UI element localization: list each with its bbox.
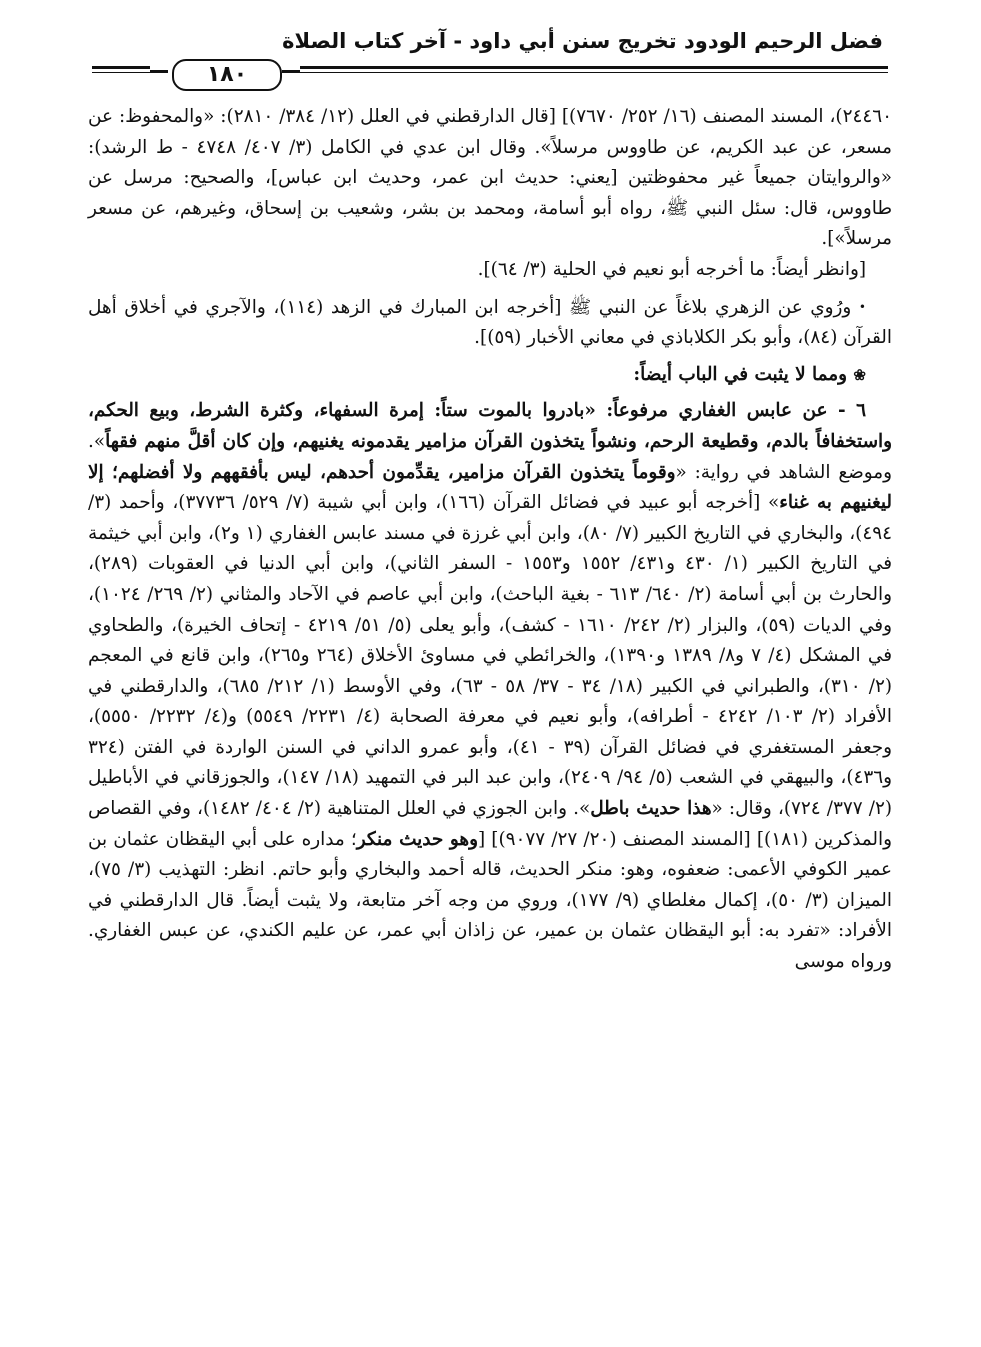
paragraph-see-also: [وانظر أيضاً: ما أخرجه أبو نعيم في الحلية (٣/ ٦٤)]. <box>477 258 866 280</box>
author-verdict: وهو حديث منكر <box>356 828 479 850</box>
section-heading-not-established <box>88 360 892 391</box>
hadith-variant-intro: ». وموضع الشاهد في رواية: « <box>88 430 892 483</box>
section-heading-text: ومما لا يثبت في الباب أيضاً: <box>633 363 848 385</box>
paragraph-hadith-6 <box>88 396 892 977</box>
page-number-badge <box>150 57 300 91</box>
paragraph-takhrij-continuation: ٢٤٤٦٠)، المسند المصنف (١٦/ ٢٥٢/ ٧٦٧٠)] [قال الدارقطني في العلل (١٢/ ٣٨٤/ ٢٨١٠): «والمحفوظ: عن مسعر، عن عبد الكريم، عن طاووس مرسلاً». وقال ابن عدي في الكامل (٣/ ٤٠٧/ ٤٧٤٨ - ط الرشد): «والروايتان جميعاً غير محفوظتين [يعني: حديث ابن عمر، وحديث ابن عباس]، والصحيح: مرسل عن طاووس، قال: سئل النبي ﷺ، رواه أبو أسامة، ومحمد بن بشر، وشعيب بن إسحاق، وغيرهم، عن مسعر مرسلاً»]. <box>88 106 893 250</box>
hadith-matn: بادروا بالموت ستاً: إمرة السفهاء، وكثرة الشرط، وبيع الحكم، واستخفافاً بالدم، وقطيعة الرحم، ونشواً يتخذون القرآن مزامير يقدمونه يغنيهم، وإن كان أقلَّ منهم فقهاً <box>88 400 892 452</box>
hadith-number-intro: ٦ - عن عابس الغفاري مرفوعاً: « <box>584 400 866 422</box>
jawzaqani-verdict: هذا حديث باطل <box>590 798 712 820</box>
flower-ornament-icon: ❀ <box>853 365 866 384</box>
page-number: ١٨٠ <box>206 62 248 87</box>
paragraph-zuhri-mursal <box>88 292 892 354</box>
page-body-text <box>88 102 892 978</box>
running-head-title: فضل الرحيم الودود تخريج سنن أبي داود - آخر كتاب الصلاة <box>282 29 883 53</box>
hadith-variant-text: وقوماً يتخذون القرآن مزامير، يقدِّمون أحدهم، ليس بأفقههم ولا أفضلهم؛ إلا ليغنيهم به غناء <box>88 461 893 514</box>
paragraph-zuhri-text: ورُوي عن الزهري بلاغاً عن النبي ﷺ [أخرجه ابن المبارك في الزهد (١١٤)، والآجري في أخلاق أهل القرآن (٨٤)، وأبو بكر الكلاباذي في معاني الأخبار (٥٩)]. <box>88 296 892 349</box>
hadith-sources-list: » [أخرجه أبو عبيد في فضائل القرآن (١٦٦)، وابن أبي شيبة (٧/ ٥٢٩/ ٣٧٧٣٦)، وأحمد (٣/ ٤٩٤)، والبخاري في التاريخ الكبير (٧/ ٨٠)، وابن أبي غرزة في مسند عابس الغفاري (١ و٢)، وابن أبي خيثمة في التاريخ الكبير (١/ ٤٣٠ و٤٣١/ ١٥٥٢ و١٥٥٣ - السفر الثاني)، وابن أبي الدنيا في العقوبات (٢٨٩)، والحارث بن أبي أسامة (٢/ ٦٤٠/ ٦١٣ - بغية الباحث)، وابن أبي عاصم في الآحاد والمثاني (٢/ ٢٦٩/ ١٠٢٤)، وفي الديات (٥٩)، والبزار (٢/ ٢٤٢/ ١٦١٠ - كشف)، وأبو يعلى (٥/ ٥١/ ٤٢١٩ - إتحاف الخيرة)، والطحاوي في المشكل (٤/ ٧ و٨/ ١٣٨٩ و١٣٩٠)، والخرائطي في مساوئ الأخلاق (٢٦٤ و٢٦٥)، وابن قانع في المعجم (٢/ ٣١٠)، والطبراني في الكبير (١٨/ ٣٤ - ٣٧/ ٥٨ - ٦٣)، وفي الأوسط (١/ ٢١٢/ ٦٨٥)، والدارقطني في الأفراد (٢/ ١٠٣/ ٤٢٤٢ - أطرافه)، وأبو نعيم في معرفة الصحابة (٤/ ٢٢٣١/ ٥٥٤٩) و(٤/ ٢٢٣٢/ ٥٥٥٠)، وجعفر المستغفري في فضائل القرآن (٣٩ - ٤١)، وأبو عمرو الداني في السنن الواردة في الفتن (٣٢٤ و٤٣٦)، والبيهقي في الشعب (٥/ ٩٤/ ٢٤٠٩)، وابن عبد البر في التمهيد (١٨/ ١٤٧)، والجوزقاني في الأباطيل (٢/ ٣٧٧/ ٧٢٤)، وقال: « <box>88 492 893 820</box>
hadith-sources-continued: ». وابن الجوزي في العلل المتناهية (٢/ ٤٠٤/ ١٤٨٢)، وفي القصاص والمذكرين (١٨١)] [المسند المصنف (٢٠/ ٢٧/ ٩٠٧٧)] [ <box>88 798 893 850</box>
bullet-icon: • <box>858 299 866 314</box>
ornament-dash-right <box>282 70 300 73</box>
hadith-discussion: ؛ مداره على أبي اليقظان عثمان بن عمير الكوفي الأعمى: ضعفوه، وهو: منكر الحديث، قاله أحمد والبخاري وأبو حاتم. انظر: التهذيب (٣/ ٧٥)، الميزان (٣/ ٥٠)، إكمال مغلطاي (٩/ ١٧٧)، وروي من وجه آخر متابعة، ولا يثبت أيضاً. قال الدارقطني في الأفراد: «تفرد به: أبو اليقظان عثمان بن عمير، عن زاذان أبي عمر، عن عليم الكندي، عن عبس الغفاري. ورواه موسى <box>88 828 892 973</box>
ornament-dash-left <box>150 70 168 73</box>
